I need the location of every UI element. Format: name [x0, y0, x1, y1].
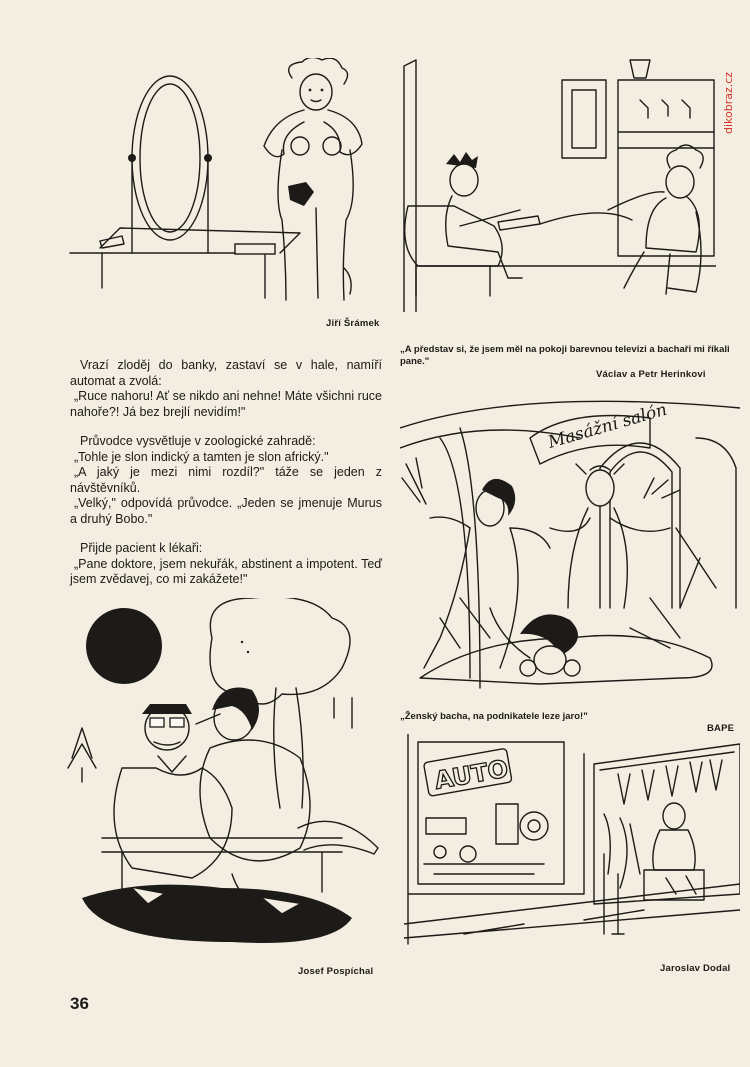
joke-line: „Pane doktore, jsem nekuřák, abstinent a impotent. Teď jsem zvědavej, co mi zakážete!" — [70, 556, 382, 586]
cartoon-massage — [400, 398, 740, 698]
joke-line: „Tohle je slon indický a tamten je slon africký." — [74, 449, 329, 464]
credit-massage: BAPE — [707, 723, 735, 734]
caption-massage: „Ženský bacha, na podnikatele leze jaro!" — [400, 711, 588, 722]
cartoon-shop — [404, 734, 740, 948]
joke-line: „Velký," odpovídá průvodce. „Jeden se jmenuje Murus a druhý Bobo." — [70, 496, 382, 526]
joke-line: „Ruce nahoru! Ať se nikdo ani nehne! Máte všichni ruce nahoře?! Já bez brejlí nevidím!" — [70, 389, 382, 419]
page-number: 36 — [70, 994, 89, 1013]
joke-intro: Vrazí zloděj do banky, zastaví se v hale, namíří automat a zvolá: — [70, 358, 382, 388]
joke-zoo — [70, 434, 382, 527]
credit-tv: Václav a Petr Herinkovi — [596, 369, 706, 380]
joke-doctor — [70, 541, 382, 588]
salon-sign: Masážní salón — [545, 399, 670, 453]
watermark: dikobraz.cz — [722, 71, 735, 134]
joke-bank — [70, 358, 382, 420]
jokes-column — [70, 358, 382, 602]
joke-intro: Průvodce vysvětluje v zoologické zahradě: — [80, 434, 316, 448]
credit-shop: Jaroslav Dodal — [660, 963, 731, 974]
credit-mirror: Jiří Šrámek — [326, 318, 380, 329]
cartoon-couple — [62, 598, 392, 946]
cartoon-mirror — [60, 58, 390, 308]
cartoon-tv — [400, 56, 716, 312]
joke-line: „A jaký je mezi nimi rozdíl?" táže se jeden z návštěvníků. — [70, 465, 382, 495]
joke-intro: Přijde pacient k lékaři: — [80, 541, 203, 555]
caption-tv: „A představ si, že jsem měl na pokoji barevnou televizi a bachaři mi říkali pane." — [400, 344, 730, 367]
auto-sign: AUTO — [432, 754, 511, 795]
credit-couple: Josef Pospíchal — [298, 966, 374, 977]
